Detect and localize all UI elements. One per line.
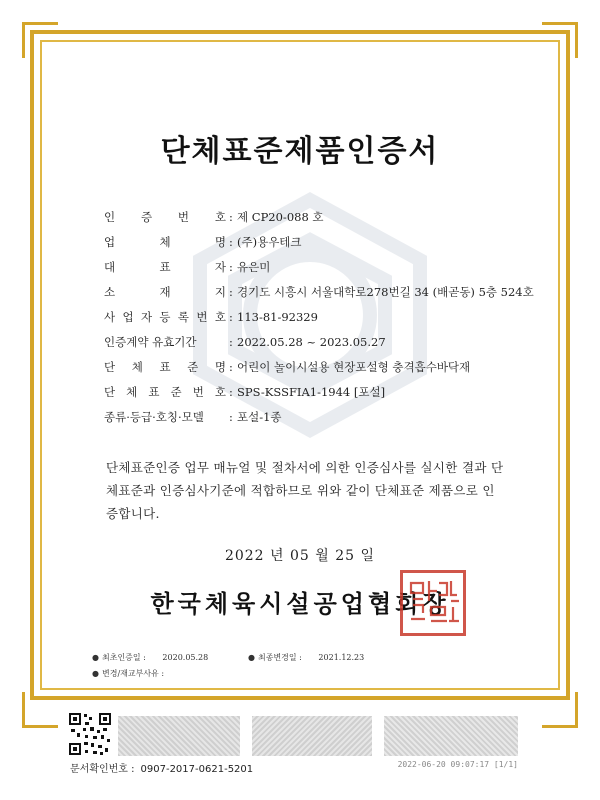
doc-confirm-label: 문서확인번호 : (70, 764, 135, 775)
field-label-char: 호 (214, 384, 226, 399)
field-label-char: 명 (214, 234, 226, 249)
field-colon: : (229, 309, 233, 324)
field-row (104, 404, 544, 429)
field-row (104, 304, 544, 329)
field-label-char: 대 (104, 259, 116, 274)
change-reason-row (92, 668, 164, 679)
field-label-char: 번 (192, 384, 204, 399)
field-value: 어린이 놀이시설용 현장포설형 충격흡수바닥재 (237, 359, 471, 374)
field-colon: : (229, 359, 233, 374)
field-label-char: 체 (131, 359, 143, 374)
anti-copy-pattern (252, 716, 372, 756)
field-value: 경기도 시흥시 서울대학로278번길 34 (배곧동) 5층 524호 (237, 284, 534, 299)
frame-corner-ornament (22, 22, 58, 58)
issue-date: 2022 년 05 월 25 일 (224, 548, 376, 564)
last-change-date: 2021.12.23 (318, 653, 365, 662)
field-label-char: 업 (104, 234, 116, 249)
field-label-char: 업 (122, 309, 134, 324)
bullet-icon: ● (92, 669, 99, 678)
field-label-char: 표 (148, 384, 160, 399)
field-label-char: 인 (104, 209, 116, 224)
field-row (104, 379, 544, 404)
certificate-title: 단체표준제품인증서 (160, 134, 440, 169)
field-value: (주)용우테크 (237, 234, 302, 249)
field-label-char: 번 (177, 209, 190, 224)
field-label (104, 309, 229, 325)
first-cert-label: 최초인증일 : (101, 653, 146, 662)
field-colon: : (229, 284, 233, 299)
first-cert-row (92, 652, 208, 663)
field-row (104, 229, 544, 254)
field-label-char: 명 (214, 359, 226, 374)
last-change-label: 최종변경일 : (257, 653, 302, 662)
field-label-char: 체 (126, 384, 138, 399)
anti-copy-pattern (384, 716, 518, 756)
frame-corner-ornament (542, 692, 578, 728)
print-timestamp: 2022-06-20 09:07:17 [1/1] (397, 760, 518, 769)
field-label-char: 번 (196, 309, 208, 324)
field-label-char: 체 (159, 234, 171, 249)
field-label (104, 334, 229, 350)
field-label (104, 284, 229, 300)
anti-copy-pattern (118, 716, 240, 756)
field-value: 유은미 (237, 259, 271, 274)
field-label-char: 소 (104, 284, 116, 299)
field-label (104, 234, 229, 250)
field-label-char: 준 (187, 359, 199, 374)
issuing-organization: 한국체육시설공업협회장 (150, 589, 450, 618)
last-change-row (248, 652, 364, 663)
field-label-char: 자 (214, 259, 226, 274)
field-label-char: 표 (159, 259, 171, 274)
frame-corner-ornament (22, 692, 58, 728)
field-colon: : (229, 234, 233, 249)
field-label (104, 209, 229, 225)
field-label (104, 384, 229, 400)
field-label-char: 증 (140, 209, 153, 224)
field-colon: : (229, 259, 233, 274)
field-colon: : (229, 209, 233, 224)
field-row (104, 254, 544, 279)
field-colon: : (229, 384, 233, 399)
field-value: 제 CP20-088 호 (237, 209, 324, 224)
first-cert-date: 2020.05.28 (162, 653, 209, 662)
field-label-char: 자 (140, 309, 153, 324)
field-label-char: 사 (104, 309, 116, 324)
doc-confirm-value: 0907-2017-0621-5201 (140, 764, 254, 775)
official-seal (400, 570, 466, 636)
bullet-icon: ● (92, 653, 99, 662)
change-reason-label: 변경/재교부사유 : (101, 669, 165, 678)
field-colon: : (229, 334, 233, 349)
document-confirm-number (70, 760, 253, 775)
bullet-icon: ● (248, 653, 255, 662)
field-row (104, 204, 544, 229)
frame-corner-ornament (542, 22, 578, 58)
field-row (104, 354, 544, 379)
field-label-char: 준 (170, 384, 182, 399)
field-label-char: 호 (214, 309, 226, 324)
field-label-char: 재 (159, 284, 171, 299)
field-label (104, 359, 229, 375)
field-label-char: 호 (214, 209, 226, 224)
field-value: SPS-KSSFIA1-1944 [포설] (237, 384, 386, 399)
field-label (104, 259, 229, 275)
field-label-char: 지 (214, 284, 226, 299)
certificate-fields (104, 204, 544, 429)
certification-statement: 단체표준인증 업무 매뉴얼 및 절차서에 의한 인증심사를 실시한 결과 단체표준과 인증심사기준에 적합하므로 위와 같이 단체표준 제품으로 인증합니다. (106, 460, 504, 521)
field-label-char: 등 (159, 309, 171, 324)
field-label-char: 단 (104, 359, 116, 374)
field-value: 2022.05.28 ~ 2023.05.27 (237, 334, 386, 349)
field-label-char: 표 (159, 359, 171, 374)
qr-code-icon (68, 712, 112, 756)
field-label-char: 록 (177, 309, 189, 324)
field-colon: : (229, 409, 233, 424)
field-label-char: 종류·등급·호칭·모델 (104, 409, 204, 424)
field-label (104, 409, 229, 425)
field-label-char: 인증계약 유효기간 (104, 334, 197, 349)
field-row (104, 279, 544, 304)
field-value: 포설-1종 (237, 409, 282, 424)
field-label-char: 단 (104, 384, 116, 399)
field-row (104, 329, 544, 354)
field-value: 113-81-92329 (237, 309, 318, 324)
